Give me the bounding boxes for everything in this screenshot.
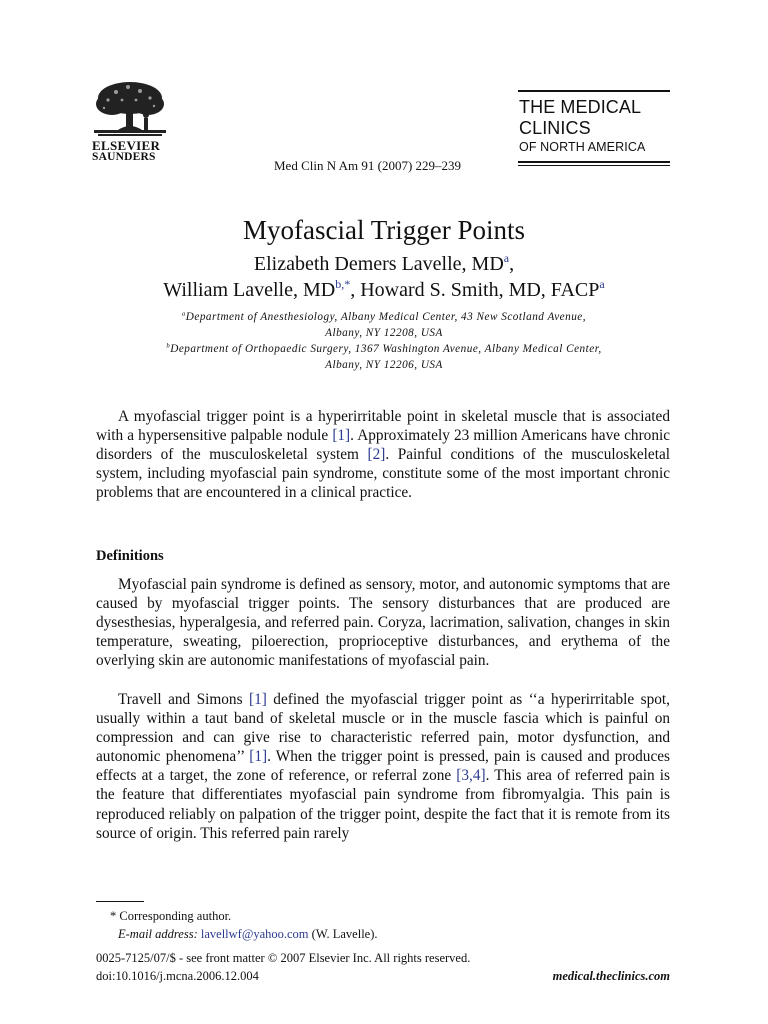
affiliation-line: Albany, NY 12208, USA: [325, 327, 443, 339]
journal-website: medical.theclinics.com: [552, 969, 670, 983]
author-affiliation-marker[interactable]: a: [503, 251, 510, 266]
email-label: E-mail address:: [118, 927, 198, 941]
email-link[interactable]: lavellwf@yahoo.com: [200, 927, 309, 941]
citation-link[interactable]: [2]: [367, 446, 386, 464]
author-line: [0, 277, 768, 303]
text-run: . When the trigger point is pressed, pain is caused and produces effects at a target, the zone of reference, or referral zone: [96, 748, 670, 785]
author-line: [0, 251, 768, 277]
doi-line: doi:10.1016/j.mcna.2006.12.004: [96, 969, 259, 983]
masthead-bottom-thin-rule: [518, 165, 670, 166]
author-name: Howard S. Smith, MD, FACP: [360, 279, 600, 301]
author-separator: ,: [509, 253, 515, 275]
author-affiliation-marker[interactable]: a: [599, 277, 605, 292]
elsevier-tree-icon: [92, 78, 168, 138]
author-name: William Lavelle, MD: [163, 279, 336, 301]
publisher-logo: [92, 78, 172, 163]
journal-title-line: CLINICS: [519, 118, 591, 138]
citation-link[interactable]: [3,4]: [456, 767, 486, 785]
article-title: Myofascial Trigger Points: [242, 215, 525, 245]
citation-link[interactable]: [1]: [249, 748, 268, 766]
affiliation-line: Albany, NY 12206, USA: [325, 359, 443, 371]
email-owner: (W. Lavelle).: [308, 927, 378, 941]
journal-title: [518, 92, 670, 161]
text-run: Travell and Simons: [118, 691, 249, 708]
affiliation: [0, 341, 768, 357]
affiliation-marker: a: [181, 310, 186, 318]
journal-title-line: THE MEDICAL: [519, 97, 642, 117]
footnote-corresponding: * Corresponding author.: [110, 909, 232, 923]
publisher-imprint: SAUNDERS: [92, 151, 156, 163]
citation-link[interactable]: [1]: [332, 427, 351, 445]
affiliation-line: Department of Anesthesiology, Albany Medical Center, 43 New Scotland Avenue,: [185, 311, 587, 323]
publisher-name: ELSEVIER: [92, 138, 161, 153]
affiliation-line: Department of Orthopaedic Surgery, 1367 Washington Avenue, Albany Medical Center,: [170, 343, 602, 355]
body-paragraph: Myofascial pain syndrome is defined as sensory, motor, and autonomic symptoms that are caused by myofascial trigger points. The sensory disturbances that are produced are dysesthesias, hyperalgesia, and referred pain. Coryza, lacrimation, salivation, changes in skin temperature, sweating, piloerection, proprioceptive disturbances, and erythema of the overlying skin are autonomic manifestations of myofascial pain.: [96, 576, 670, 670]
text-run: . This area of referred pain is the feature that differentiates myofascial pain syndrome from fibromyalgia. This pain is reproduced reliably on palpation of the trigger point, despite the fact that it is remote from its source of origin. This referred pain rarely: [96, 767, 671, 842]
body-paragraph: [96, 690, 670, 843]
text-run: A myofascial trigger point is a hyperirritable point in skeletal muscle that is associated with a hypersensitive palpable nodule: [96, 408, 670, 445]
author-separator: ,: [350, 279, 356, 301]
footnote-email: [118, 927, 378, 942]
author-list: [0, 251, 768, 303]
text-run: defined the myofascial trigger point as ‘‘a hyperirritable spot, usually within a taut band of skeletal muscle or in the muscle fascia which is painful on compression and can give rise to characteristic referred pain, motor dysfunction, and autonomic phenomena’’: [96, 691, 670, 766]
text-run: . Approximately 23 million Americans have chronic disorders of the musculoskeletal system: [96, 427, 671, 464]
author-affiliation-marker[interactable]: b,*: [335, 277, 351, 292]
journal-citation: Med Clin N Am 91 (2007) 229–239: [274, 158, 462, 173]
footnote-rule: [96, 901, 144, 902]
affiliation: [0, 309, 768, 325]
journal-masthead: [518, 90, 670, 166]
copyright-line: 0025-7125/07/$ - see front matter © 2007 Elsevier Inc. All rights reserved.: [96, 951, 471, 965]
text-run: . Painful conditions of the musculoskeletal system, including myofascial pain syndrome, constitute some of the most important chronic problems that are encountered in a clinical practice.: [96, 446, 670, 502]
body-paragraph: [96, 407, 670, 502]
author-name: Elizabeth Demers Lavelle, MD: [253, 253, 504, 275]
affiliation-list: [0, 309, 768, 373]
section-heading: Definitions: [96, 548, 164, 564]
journal-title-line: OF NORTH AMERICA: [519, 140, 646, 154]
citation-link[interactable]: [1]: [249, 691, 267, 708]
affiliation-marker: b: [166, 342, 171, 350]
masthead-bottom-rule: [518, 161, 670, 163]
